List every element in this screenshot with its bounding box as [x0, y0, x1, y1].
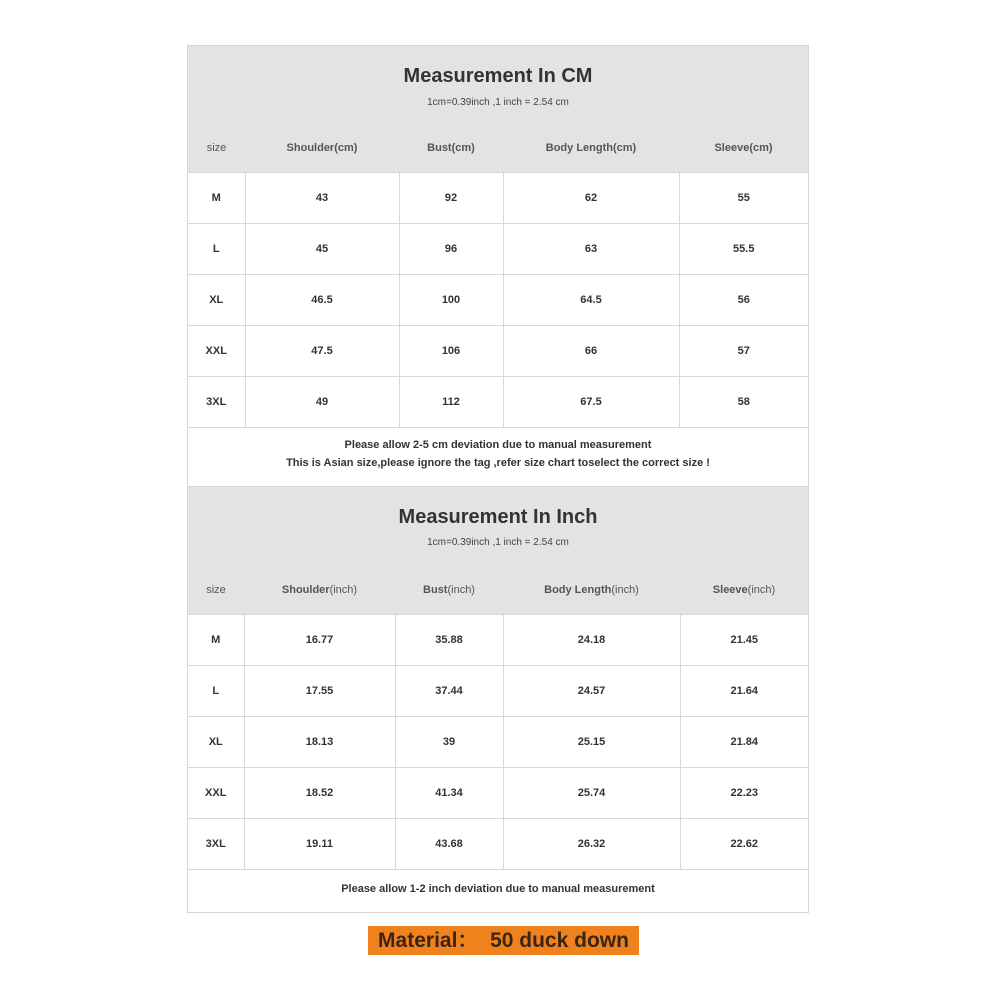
size-cell: 3XL — [188, 819, 244, 870]
body-length-cell: 62 — [503, 173, 679, 224]
cm-table-header-row — [188, 123, 808, 173]
table-row — [188, 768, 808, 819]
cm-chart-conversion-note: 1cm=0.39inch ,1 inch = 2.54 cm — [427, 97, 569, 108]
col-header-unit: (inch) — [329, 583, 358, 596]
size-cell: XXL — [188, 326, 245, 377]
inch-size-chart — [187, 486, 809, 913]
body-length-cell: 25.74 — [503, 768, 680, 819]
inch-chart-conversion-note: 1cm=0.39inch ,1 inch = 2.54 cm — [427, 537, 569, 548]
shoulder-cell: 17.55 — [244, 666, 395, 717]
col-header-shoulder-label: Shoulder — [281, 583, 330, 596]
cm-size-table — [188, 123, 808, 428]
col-header-bust — [395, 565, 503, 615]
col-header-body-length — [503, 565, 680, 615]
body-length-cell: 24.57 — [503, 666, 680, 717]
shoulder-cell: 49 — [245, 377, 399, 428]
bust-cell: 37.44 — [395, 666, 503, 717]
body-length-cell: 64.5 — [503, 275, 679, 326]
bust-cell: 41.34 — [395, 768, 503, 819]
size-cell: XL — [188, 275, 245, 326]
sleeve-cell: 21.84 — [680, 717, 808, 768]
shoulder-cell: 18.52 — [244, 768, 395, 819]
inch-chart-title: Measurement In Inch — [398, 506, 598, 528]
cm-size-chart — [187, 45, 809, 487]
bust-cell: 92 — [399, 173, 503, 224]
size-cell: M — [188, 173, 245, 224]
shoulder-cell: 45 — [245, 224, 399, 275]
cm-deviation-note-line1: Please allow 2-5 cm deviation due to manual measurement — [344, 439, 652, 451]
body-length-cell: 66 — [503, 326, 679, 377]
table-row — [188, 326, 808, 377]
table-row — [188, 615, 808, 666]
cm-chart-title: Measurement In CM — [403, 65, 593, 87]
size-cell: XL — [188, 717, 244, 768]
col-header-shoulder — [244, 565, 395, 615]
size-cell: L — [188, 666, 244, 717]
col-header-body-length: Body Length(cm) — [503, 123, 679, 173]
shoulder-cell: 16.77 — [244, 615, 395, 666]
table-row — [188, 717, 808, 768]
col-header-unit: (inch) — [447, 583, 475, 596]
col-header-bust-label: Bust — [423, 583, 448, 596]
size-cell: XXL — [188, 768, 244, 819]
body-length-cell: 26.32 — [503, 819, 680, 870]
col-header-shoulder: Shoulder(cm) — [245, 123, 399, 173]
sleeve-cell: 21.64 — [680, 666, 808, 717]
shoulder-cell: 43 — [245, 173, 399, 224]
asian-size-note: This is Asian size,please ignore the tag ,refer size chart toselect the correct size ! — [286, 457, 710, 469]
col-header-unit: (inch) — [611, 583, 639, 596]
col-header-bust: Bust(cm) — [399, 123, 503, 173]
sleeve-cell: 22.62 — [680, 819, 808, 870]
col-header-size: size — [188, 565, 244, 615]
bust-cell: 100 — [399, 275, 503, 326]
bust-cell: 43.68 — [395, 819, 503, 870]
sleeve-cell: 55.5 — [679, 224, 808, 275]
sleeve-cell: 21.45 — [680, 615, 808, 666]
bust-cell: 112 — [399, 377, 503, 428]
table-row — [188, 275, 808, 326]
table-row — [188, 819, 808, 870]
cm-deviation-note — [188, 436, 808, 472]
sleeve-cell: 56 — [679, 275, 808, 326]
table-row — [188, 377, 808, 428]
shoulder-cell: 47.5 — [245, 326, 399, 377]
col-header-sleeve-label: Sleeve — [712, 583, 748, 596]
size-cell: M — [188, 615, 244, 666]
body-length-cell: 67.5 — [503, 377, 679, 428]
inch-table-header-row — [188, 565, 808, 615]
col-header-sleeve: Sleeve(cm) — [679, 123, 808, 173]
body-length-cell: 63 — [503, 224, 679, 275]
shoulder-cell: 18.13 — [244, 717, 395, 768]
sleeve-cell: 57 — [679, 326, 808, 377]
table-row — [188, 224, 808, 275]
body-length-cell: 25.15 — [503, 717, 680, 768]
sleeve-cell: 58 — [679, 377, 808, 428]
col-header-body-length-label: Body Length — [544, 583, 612, 596]
inch-deviation-note: Please allow 1-2 inch deviation due to manual measurement — [341, 883, 655, 895]
table-row — [188, 666, 808, 717]
body-length-cell: 24.18 — [503, 615, 680, 666]
material-label: Material： 50 duck down — [368, 926, 639, 955]
shoulder-cell: 46.5 — [245, 275, 399, 326]
sleeve-cell: 55 — [679, 173, 808, 224]
bust-cell: 106 — [399, 326, 503, 377]
bust-cell: 96 — [399, 224, 503, 275]
size-cell: L — [188, 224, 245, 275]
col-header-size: size — [188, 123, 245, 173]
inch-size-table — [188, 565, 808, 870]
col-header-unit: (inch) — [747, 583, 776, 596]
bust-cell: 39 — [395, 717, 503, 768]
shoulder-cell: 19.11 — [244, 819, 395, 870]
bust-cell: 35.88 — [395, 615, 503, 666]
size-cell: 3XL — [188, 377, 245, 428]
sleeve-cell: 22.23 — [680, 768, 808, 819]
col-header-sleeve — [680, 565, 808, 615]
table-row — [188, 173, 808, 224]
